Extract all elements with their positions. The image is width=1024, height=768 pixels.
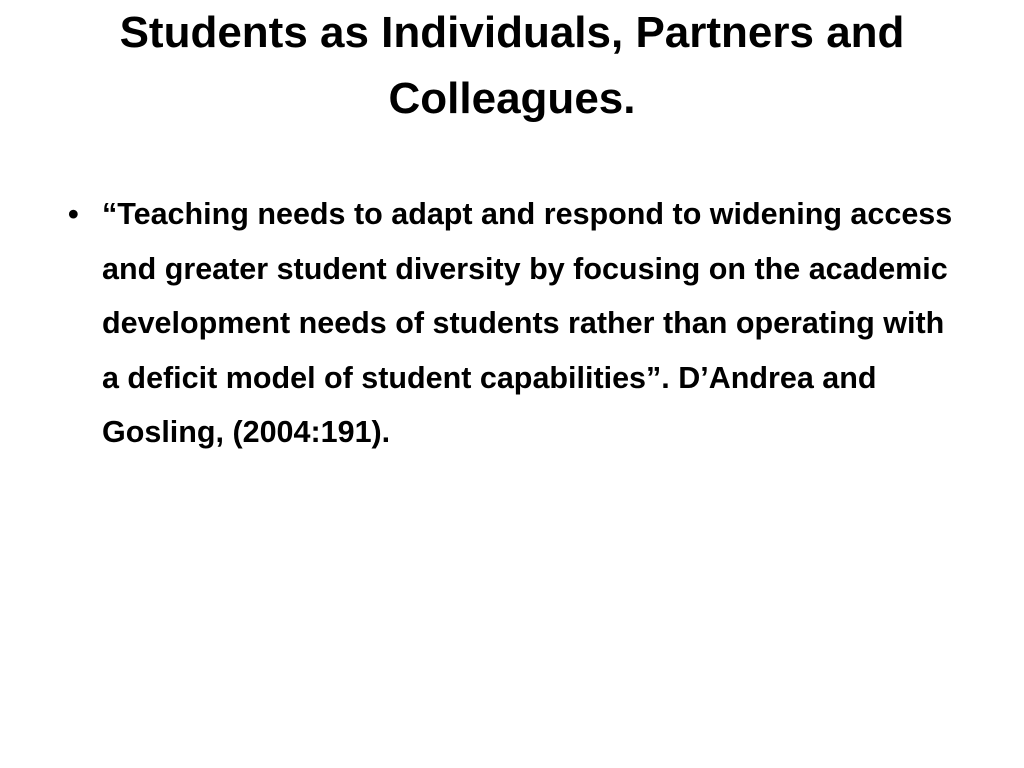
bullet-text: “Teaching needs to adapt and respond to widening access and greater student diversity by focusing on the academic development needs of students rather than operating with a deficit model of student capabilities”. D’Andrea and Gosling, (2004:191).: [102, 197, 953, 449]
list-item: [68, 187, 968, 460]
bullet-list: [68, 187, 968, 460]
bullet-icon: •: [68, 197, 79, 231]
slide-title: Students as Individuals, Partners and Colleagues.: [119, 8, 905, 123]
